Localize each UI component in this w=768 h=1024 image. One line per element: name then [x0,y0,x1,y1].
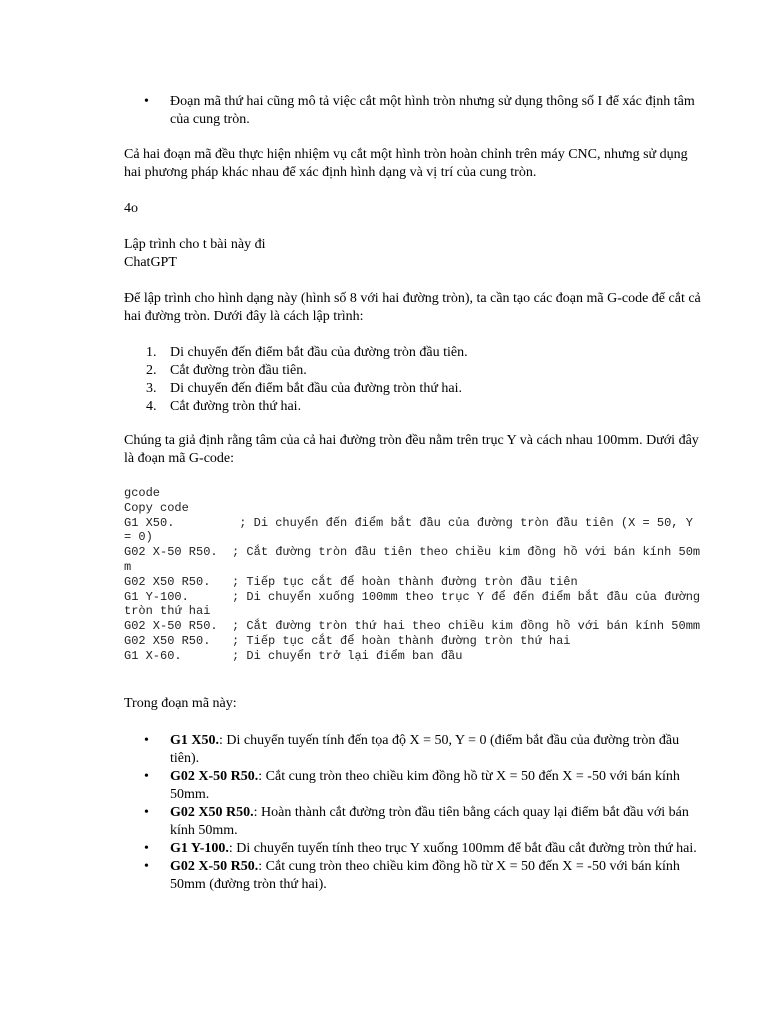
explain-intro: Trong đoạn mã này: [124,696,237,711]
code-block [124,486,708,664]
list-item [124,840,704,858]
list-item [124,398,704,416]
code-line: G02 X-50 R50. ; Cắt đường tròn thứ hai theo chiều kim đồng hồ với bán kính 50mm [124,619,701,634]
explain-code: G02 X-50 R50. [170,769,259,784]
explain-code: G02 X-50 R50. [170,859,259,874]
code-line: G02 X50 R50. ; Tiếp tục cắt để hoàn thành đường tròn thứ hai [124,633,571,648]
code-language-label: gcode [124,486,161,500]
list-item [124,93,704,129]
explain-code: G1 Y-100. [170,841,229,856]
step-number: 3. [146,381,157,396]
model-label: 4o [124,201,138,216]
explain-text: : Di chuyển tuyến tính theo trục Y xuống 100mm để bắt đầu cắt đường tròn thứ hai. [228,841,697,856]
code-line: G02 X50 R50. ; Tiếp tục cắt để hoàn thành đường tròn đầu tiên [124,574,578,589]
explain-code: G1 X50. [170,733,219,748]
step-number: 4. [146,399,157,414]
code-line: G02 X-50 R50. ; Cắt đường tròn đầu tiên theo chiều kim đồng hồ với bán kính 50mm [124,545,701,574]
copy-code-button[interactable]: Copy code [124,500,189,515]
assumption-paragraph: Chúng ta giả định rằng tâm của cả hai đường tròn đều nằm trên trục Y và cách nhau 100mm. Dưới đây là đoạn mã G-code: [124,433,699,466]
step-text: Di chuyển đến điểm bắt đầu của đường tròn đầu tiên. [170,345,468,360]
explain-text: : Di chuyển tuyến tính đến tọa độ X = 50, Y = 0 (điểm bắt đầu của đường tròn đầu tiên). [170,733,680,766]
list-item [124,344,704,362]
steps-list [124,344,704,416]
list-item [124,362,704,380]
list-item [124,804,704,840]
step-number: 1. [146,345,157,360]
explain-code: G02 X50 R50. [170,805,254,820]
explain-text: : Cắt cung tròn theo chiều kim đồng hồ từ X = 50 đến X = -50 với bán kính 50mm (đường tròn thứ hai). [170,859,680,892]
code-line: G1 X50. ; Di chuyển đến điểm bắt đầu của đường tròn đầu tiên (X = 50, Y = 0) [124,515,701,545]
summary-paragraph: Cả hai đoạn mã đều thực hiện nhiệm vụ cắt một hình tròn hoàn chỉnh trên máy CNC, nhưng sử dụng hai phương pháp khác nhau để xác định hình dạng và vị trí của cung tròn. [124,147,688,180]
response-intro: Để lập trình cho hình dạng này (hình số 8 với hai đường tròn), ta cần tạo các đoạn mã G-code để cắt cả hai đường tròn. Dưới đây là cách lập trình: [124,291,701,324]
step-text: Cắt đường tròn đầu tiên. [170,363,307,378]
step-text: Di chuyển đến điểm bắt đầu của đường tròn thứ hai. [170,381,463,396]
list-item [124,768,704,804]
list-item [124,380,704,398]
step-number: 2. [146,363,157,378]
assistant-label: ChatGPT [124,255,177,270]
step-text: Cắt đường tròn thứ hai. [170,399,302,414]
explanations-list [124,732,704,894]
code-line: G1 Y-100. ; Di chuyển xuống 100mm theo trục Y để đến điểm bắt đầu của đường tròn thứ hai [124,589,708,619]
list-item [124,732,704,768]
explain-text: : Hoàn thành cắt đường tròn đầu tiên bằng cách quay lại điểm bắt đầu với bán kính 50mm. [170,805,689,838]
list-item [124,858,704,894]
intro-bullet-list [124,93,704,129]
code-line: G1 X-60. ; Di chuyển trở lại điểm ban đầu [124,648,463,663]
explain-text: : Cắt cung tròn theo chiều kim đồng hồ từ X = 50 đến X = -50 với bán kính 50mm. [170,769,680,802]
intro-bullet-text: Đoạn mã thứ hai cũng mô tả việc cắt một hình tròn nhưng sử dụng thông số I để xác định tâm của cung tròn. [170,94,695,127]
user-prompt: Lập trình cho t bài này đi [124,237,266,252]
